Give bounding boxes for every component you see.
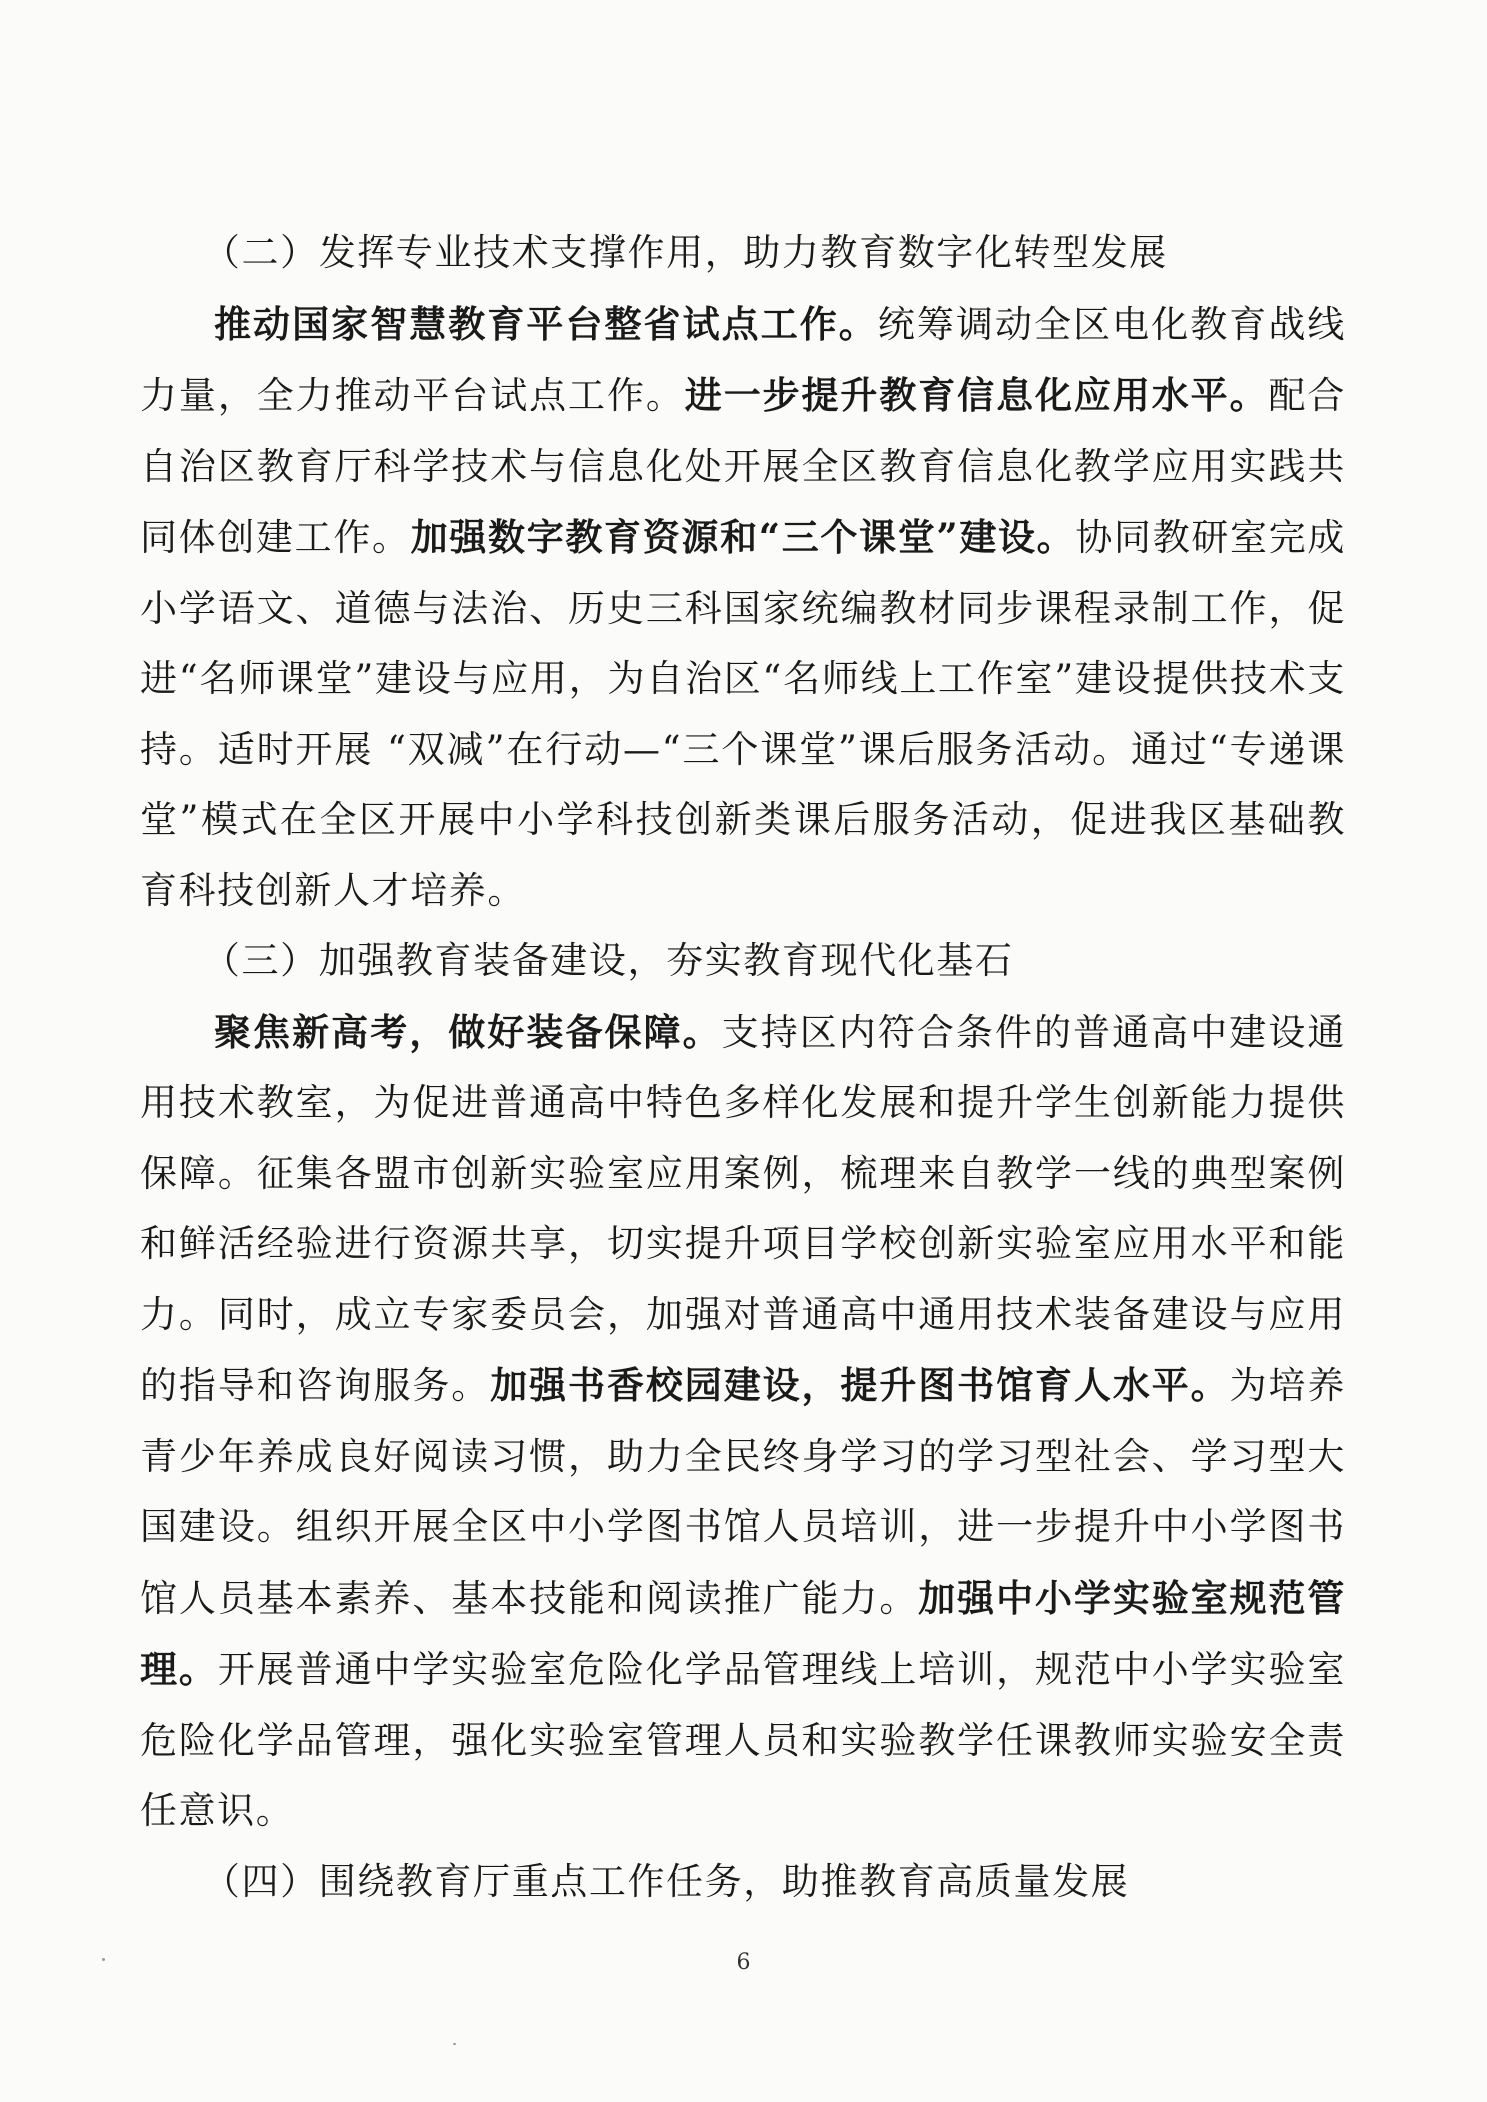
- paragraph-text: 开展普通中学实验室危险化学品管理线上培训，规范中小学实验室危险化学品管理，强化实验室管理人员和实验教学任课教师实验安全责任意识。: [140, 1648, 1346, 1832]
- bold-phrase: 聚焦新高考，做好装备保障。: [214, 1009, 722, 1054]
- bold-phrase: 进一步提升教育信息化应用水平。: [684, 373, 1269, 417]
- bold-phrase: 加强书香校园建设，提升图书馆育人水平。: [490, 1363, 1230, 1407]
- document-body: [140, 218, 1346, 1917]
- paragraph-equipment: [140, 997, 1346, 1847]
- paragraph-text: 配合自治区教育厅科学技术与信息化处开展全区教育信息化教学应用实践共同体创建工作。: [140, 374, 1346, 559]
- section-heading-4: （四）围绕教育厅重点工作任务，助推教育高质量发展: [202, 1859, 1130, 1903]
- section-heading-3: （三）加强教育装备建设，夯实教育现代化基石: [202, 939, 1014, 982]
- bold-phrase: 加强数字教育资源和“三个课堂”建设。: [410, 515, 1076, 559]
- paragraph-text: 支持区内符合条件的普通高中建设通用技术教室，为促进普通高中特色多样化发展和提升学生创新能力提供保障。征集各盟市创新实验室应用案例，梳理来自教学一线的典型案例和鲜活经验进行资源共享，切实提升项目学校创新实验室应用水平和能力。同时，成立专家委员会，加强对普通高中通用技术装备建设与应用的指导和咨询服务。: [140, 1010, 1346, 1407]
- scan-speck: [453, 2043, 456, 2045]
- paragraph-text: 协同教研室完成小学语文、道德与法治、历史三科国家统编教材同步课程录制工作，促进“名师课堂”建设与应用，为自治区“名师线上工作室”建设提供技术支持。适时开展 “双减”在行动—“三个课堂”课后服务活动。通过“专递课堂”模式在全区开展中小学科技创新类课后服务活动，促进我区基础教育科技创新人才培养。: [140, 516, 1346, 912]
- section-heading-2: （二）发挥专业技术支撑作用，助力教育数字化转型发展: [202, 231, 1168, 274]
- paragraph-text: 为培养青少年养成良好阅读习惯，助力全民终身学习的学习型社会、学习型大国建设。组织开展全区中小学图书馆人员培训，进一步提升中小学图书馆人员基本素养、基本技能和阅读推广能力。: [140, 1364, 1346, 1620]
- paragraph-digital-education: [140, 289, 1346, 927]
- bold-phrase: 加强中小学实验室规范管理。: [140, 1575, 1346, 1691]
- scan-speck: [102, 1958, 105, 1961]
- paragraph-text: 统筹调动全区电化教育战线力量，全力推动平台试点工作。: [140, 302, 1347, 417]
- page-number: 6: [736, 1950, 751, 1975]
- bold-phrase: 推动国家智慧教育平台整省试点工作。: [214, 301, 878, 346]
